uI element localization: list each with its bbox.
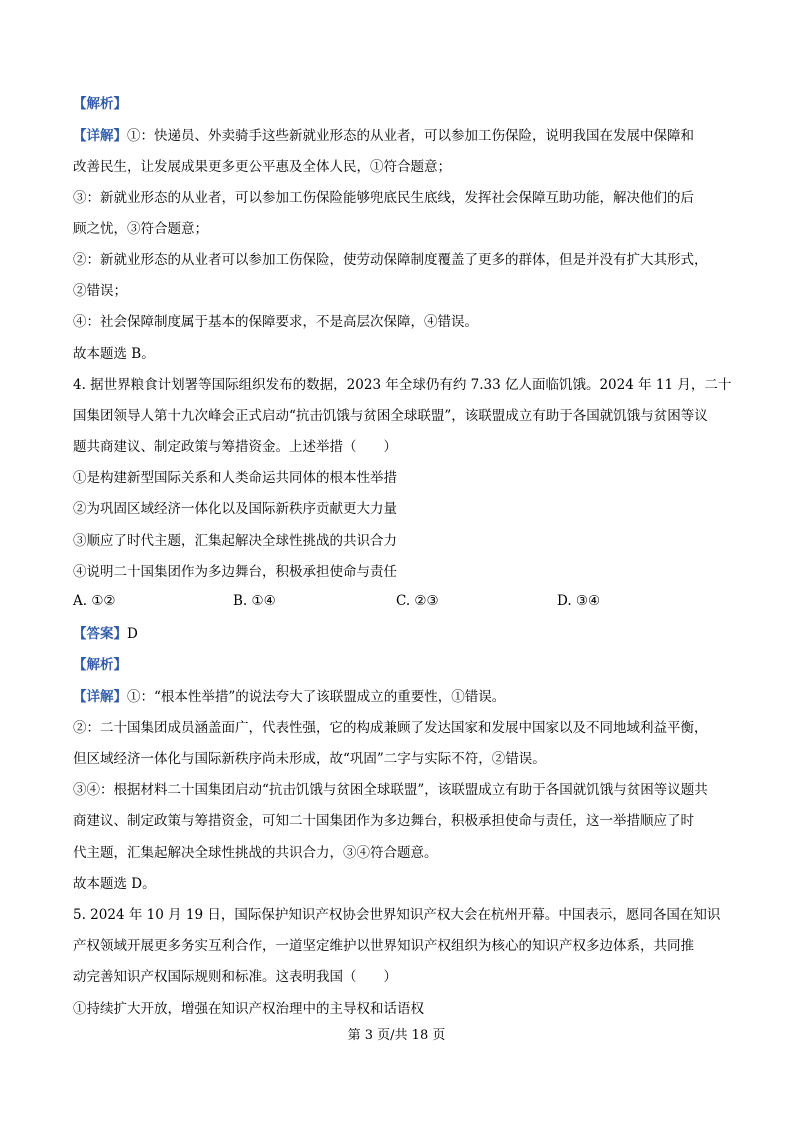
q5-stem-line-2: 产权领域开展更多务实互利合作，一道坚定维护以世界知识产权组织为核心的知识产权多边体系，共同推 <box>73 938 694 954</box>
q4-detail-line-6: 代主题，汇集起解决全球性挑战的共识合力，③④符合题意。 <box>73 845 438 861</box>
q5-stem-line-1: 5. 2024 年 10 月 19 日，国际保护知识产权协会世界知识产权大会在杭州开幕。中国表示，愿同各国在知识 <box>73 907 721 923</box>
page-footer: 第 3 页/共 18 页 <box>347 1028 446 1043</box>
q4-answer <box>73 624 138 644</box>
q3-detail-line-6: ②错误； <box>73 283 127 299</box>
q4-stem-line-2: 国集团领导人第十九次峰会正式启动“抗击饥饿与贫困全球联盟”，该联盟成立有助于各国就饥饿与贫困等议 <box>73 408 708 424</box>
q3-detail-text: ①：快递员、外卖骑手这些新就业形态的从业者，可以参加工伤保险，说明我国在发展中保障和 <box>127 128 694 144</box>
q3-conclusion: 故本题选 B。 <box>73 346 155 362</box>
q3-detail-line-2: 改善民生，让发展成果更多更公平惠及全体人民，①符合题意； <box>73 159 451 175</box>
analysis-tag: 【解析】 <box>73 96 127 112</box>
q5-statement-1: ①持续扩大开放，增强在知识产权治理中的主导权和话语权 <box>73 1001 424 1017</box>
q3-detail-line-7: ④：社会保障制度属于基本的保障要求，不是高层次保障，④错误。 <box>73 314 478 330</box>
detail-tag: 【详解】 <box>73 128 127 144</box>
q4-analysis-tag: 【解析】 <box>73 657 127 673</box>
q4-statement-4: ④说明二十国集团作为多边舞台，积极承担使命与责任 <box>73 564 397 580</box>
q3-detail-line-5: ②：新就业形态的从业者可以参加工伤保险，使劳动保障制度覆盖了更多的群体，但是并没有扩大其形式， <box>73 252 708 268</box>
q4-detail-line-2: ②：二十国集团成员涵盖面广，代表性强，它的构成兼顾了发达国家和发展中国家以及不同地域利益平衡， <box>73 720 708 736</box>
q4-statement-2: ②为巩固区域经济一体化以及国际新秩序贡献更大力量 <box>73 501 397 517</box>
q4-statement-3: ③顺应了时代主题，汇集起解决全球性挑战的共识合力 <box>73 533 397 549</box>
q5-stem-line-3: 动完善知识产权国际规则和标准。这表明我国（ ） <box>73 969 397 985</box>
q4-conclusion: 故本题选 D。 <box>73 876 156 892</box>
q4-detail-line-1 <box>73 687 505 707</box>
q3-detail-line-1 <box>73 126 694 146</box>
q4-detail-text: ①：“根本性举措”的说法夸大了该联盟成立的重要性，①错误。 <box>127 689 506 705</box>
answer-tag: 【答案】 <box>73 626 127 642</box>
q4-detail-line-4: ③④：根据材料二十国集团启动“抗击饥饿与贫困全球联盟”，该联盟成立有助于各国就饥饿与贫困等议题共 <box>73 782 708 798</box>
q4-statement-1: ①是构建新型国际关系和人类命运共同体的根本性举措 <box>73 470 397 486</box>
q4-detail-line-5: 商建议、制定政策与筹措资金，可知二十国集团作为多边舞台，积极承担使命与责任，这一举措顺应了时 <box>73 813 694 829</box>
q4-option-a: A. ①② <box>73 593 116 609</box>
q4-detail-tag: 【详解】 <box>73 689 127 705</box>
q3-detail-line-3: ③：新就业形态的从业者，可以参加工伤保险能够兜底民生底线，发挥社会保障互助功能，解决他们的后 <box>73 190 694 206</box>
q4-option-d: D. ③④ <box>557 593 601 609</box>
q4-stem-line-3: 题共商建议、制定政策与筹措资金。上述举措（ ） <box>73 439 397 455</box>
q4-stem-line-1: 4. 据世界粮食计划署等国际组织发布的数据，2023 年全球仍有约 7.33 亿人面临饥饿。2024 年 11 月，二十 <box>73 377 732 393</box>
q4-option-c: C. ②③ <box>396 593 439 609</box>
q4-option-b: B. ①④ <box>233 593 276 609</box>
answer-value: D <box>127 626 138 642</box>
q3-detail-line-4: 顾之忧，③符合题意； <box>73 221 208 237</box>
q4-detail-line-3: 但区域经济一体化与国际新秩序尚未形成，故“巩固”二字与实际不符，②错误。 <box>73 751 546 767</box>
q4-options <box>73 593 713 613</box>
